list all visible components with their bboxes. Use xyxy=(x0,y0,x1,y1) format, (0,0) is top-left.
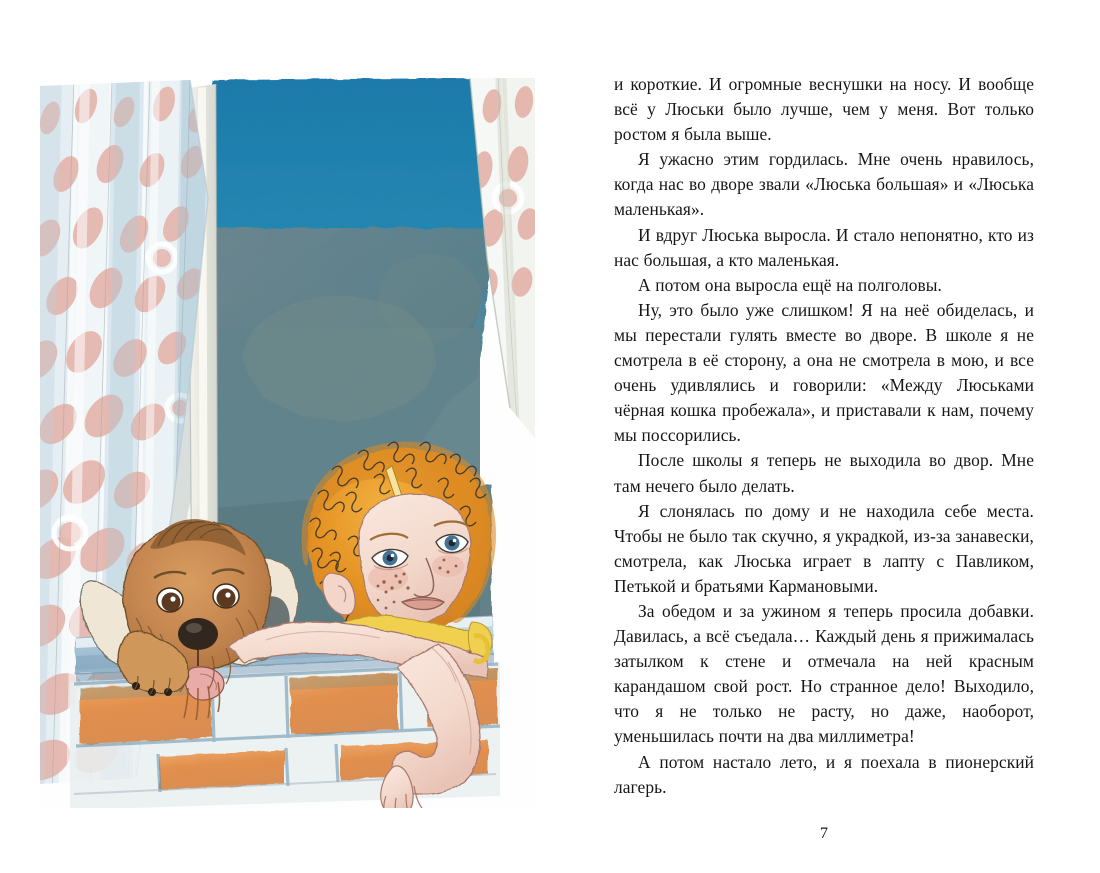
paragraph: А потом настало лето, и я поехала в пионерский лагерь. xyxy=(614,751,1034,797)
paragraph: А потом она выросла ещё на полголовы. xyxy=(638,274,942,295)
text-column xyxy=(614,72,1034,800)
paragraph: Я слонялась по дому и не находила себе места. Чтобы не было так скучно, я украдкой, из-за занавески, смотрела, как Люська играет в лапту с Павликом, Петькой и братьями Кармановыми. xyxy=(614,500,1034,596)
paragraph: И вдруг Люська выросла. И стало непонятно, кто из нас большая, а кто маленькая. xyxy=(614,224,1034,270)
page-number: 7 xyxy=(820,825,828,842)
illustration xyxy=(40,78,535,808)
paragraph: и короткие. И огромные веснушки на носу. И вообще всё у Люськи было лучше, чем у меня. Вот только ростом я была выше. xyxy=(614,74,1034,145)
illustration-canvas xyxy=(40,78,535,808)
paragraph: Ну, это было уже слишком! Я на неё обиделась, и мы перестали гулять вместе во дворе. В школе я не смотрела в её сторону, а она не смотрела в мою, и все очень удивлялись и говорили: «Между Люськами чёрная кошка пробежала», и приставали к нам, почему мы поссорились. xyxy=(614,299,1034,446)
paragraph: После школы я теперь не выходила во двор. Мне там нечего было делать. xyxy=(614,450,1034,496)
paragraph: Я ужасно этим гордилась. Мне очень нравилось, когда нас во дворе звали «Люська большая» и «Люська маленькая». xyxy=(614,149,1034,220)
paragraph: За обедом и за ужином я теперь просила добавки. Давилась, а всё съедала… Каждый день я прижималась затылком к стене и отмечала на ней красным карандашом свой рост. Но странное дело! Выходило, что я не только не расту, но даже, наоборот, уменьшилась почти на два миллиметра! xyxy=(614,600,1034,747)
